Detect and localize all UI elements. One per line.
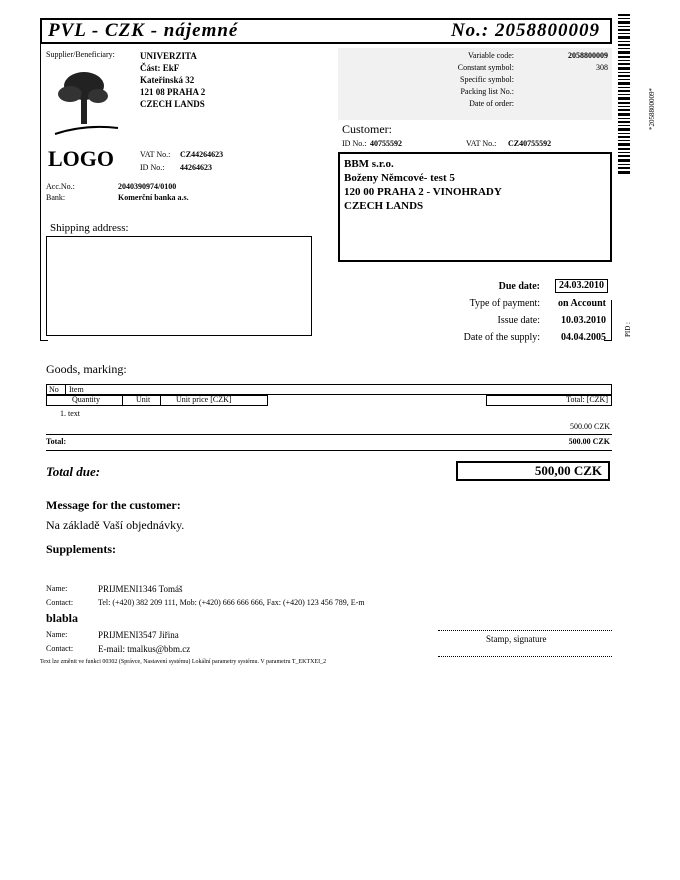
footer-note: Text lze změnit ve funkci 00302 (Správce, Nastavení systému) Lokální parametry systému. V parametru T_EKTXEI_2 [40, 659, 327, 665]
goods-header-row1 [46, 384, 612, 395]
goods-divider [46, 434, 612, 435]
goods-bottom-line [46, 450, 612, 451]
contact-detail-label: Contact: [46, 644, 74, 653]
symbol-label: Constant symbol: [457, 63, 514, 72]
supplier-line: 121 08 PRAHA 2 [140, 87, 206, 97]
symbol-label: Specific symbol: [460, 75, 514, 84]
customer-id-value: 40755592 [370, 139, 402, 148]
contact-name-value: PRIJMENI1346 Tomáš [98, 584, 183, 594]
goods-title: Goods, marking: [46, 362, 127, 376]
left-frame-line [40, 20, 41, 340]
tree-logo-icon [50, 66, 120, 138]
customer-id-label: ID No.: [342, 139, 367, 148]
symbol-row [338, 62, 612, 74]
symbol-value: 308 [596, 63, 608, 72]
supplier-id-label: ID No.: [140, 163, 165, 172]
payment-type-label: Type of payment: [469, 298, 540, 309]
supplier-vat-label: VAT No.: [140, 150, 171, 159]
symbol-row [338, 98, 612, 110]
contact-name-value: PRIJMENI3547 Jiřina [98, 630, 179, 640]
due-date-value: 24.03.2010 [555, 279, 608, 293]
symbol-row [338, 86, 612, 98]
supplier-line: Část: EkF [140, 63, 180, 73]
barcode [618, 14, 636, 174]
barcode-graphic [618, 14, 636, 174]
contact-name-label: Name: [46, 584, 68, 593]
customer-line: CZECH LANDS [344, 200, 424, 212]
stamp-label: Stamp, signature [486, 634, 547, 644]
bank-label: Bank: [46, 193, 66, 202]
invoice-title: PVL - CZK - nájemné [48, 20, 239, 41]
dates-block [400, 278, 610, 346]
col-quantity: Quantity [72, 395, 100, 404]
signature-bottom-line [438, 656, 612, 657]
supplements-title: Supplements: [46, 542, 117, 556]
customer-line: BBM s.r.o. [344, 158, 394, 170]
supplier-line: CZECH LANDS [140, 99, 205, 109]
contact-detail-value: E-mail: tmalkus@bbm.cz [98, 644, 191, 654]
symbol-row [338, 74, 612, 86]
issue-date-value: 10.03.2010 [561, 315, 606, 326]
supplier-line: Kateřinská 32 [140, 75, 195, 85]
goods-total-value: 500.00 CZK [568, 437, 610, 446]
date-row [400, 312, 610, 329]
customer-vat-value: CZ40755592 [508, 139, 552, 148]
col-item: Item [69, 385, 84, 394]
total-due-label: Total due: [46, 464, 101, 479]
customer-line: Boženy Němcové- test 5 [344, 172, 455, 184]
symbol-label: Date of order: [469, 99, 514, 108]
signature-line [438, 630, 612, 631]
symbols-list [338, 50, 612, 110]
contact-name-label: Name: [46, 630, 68, 639]
goods-row-total: 500.00 CZK [570, 422, 610, 431]
blabla-text: blabla [46, 611, 79, 625]
supplier-vat-value: CZ44264623 [180, 150, 224, 159]
supplier-label: Supplier/Beneficiary: [46, 50, 115, 59]
left-frame-tick [40, 340, 48, 341]
date-row [400, 329, 610, 346]
supplier-address [140, 50, 205, 110]
invoice-number: No.: 2058800009 [450, 20, 600, 41]
symbol-label: Variable code: [468, 51, 514, 60]
logo-text: LOGO [48, 146, 115, 171]
date-row [400, 295, 610, 312]
col-divider [122, 395, 123, 406]
col-divider [160, 395, 161, 406]
acc-value: 2040390974/0100 [118, 182, 177, 191]
right-frame-line [611, 300, 612, 341]
payment-type-value: on Account [557, 298, 606, 309]
customer-vat-label: VAT No.: [466, 139, 497, 148]
date-row [400, 278, 610, 295]
goods-total-label: Total: [46, 437, 67, 446]
symbol-row [338, 50, 612, 62]
due-date-label: Due date: [498, 281, 540, 292]
shipping-label: Shipping address: [50, 222, 129, 234]
customer-line: 120 00 PRAHA 2 - VINOHRADY [344, 186, 502, 198]
shipping-address-box [46, 236, 312, 336]
contact-detail-value: Tel: (+420) 382 209 111, Mob: (+420) 666 666 666, Fax: (+420) 123 456 789, E-m [98, 598, 365, 607]
col-total: Total: [CZK] [566, 395, 608, 404]
goods-row-item: 1. text [60, 409, 80, 418]
customer-title: Customer: [342, 122, 392, 136]
customer-address-box [338, 152, 612, 262]
col-unit-price: Unit price [CZK] [176, 395, 232, 404]
issue-date-label: Issue date: [497, 315, 540, 326]
total-due-value: 500,00 CZK [456, 461, 610, 481]
barcode-text: *2058800009* [648, 88, 656, 130]
invoice-header [40, 18, 612, 44]
col-divider [65, 385, 66, 394]
acc-label: Acc.No.: [46, 182, 75, 191]
symbol-value: 2058800009 [568, 51, 608, 60]
supplier-line: UNIVERZITA [140, 51, 197, 61]
supplier-id-value: 44264623 [180, 163, 212, 172]
message-title: Message for the customer: [46, 498, 181, 512]
message-text: Na základě Vaší objednávky. [46, 518, 185, 532]
contact-detail-label: Contact: [46, 598, 74, 607]
goods-header-row2 [46, 395, 612, 406]
col-unit: Unit [136, 395, 151, 404]
bank-value: Komerční banka a.s. [118, 193, 189, 202]
supply-date-value: 04.04.2005 [561, 332, 606, 343]
symbol-label: Packing list No.: [460, 87, 514, 96]
pid-label: PID : [624, 322, 632, 337]
col-no: No [49, 385, 59, 394]
supply-date-label: Date of the supply: [463, 332, 540, 343]
